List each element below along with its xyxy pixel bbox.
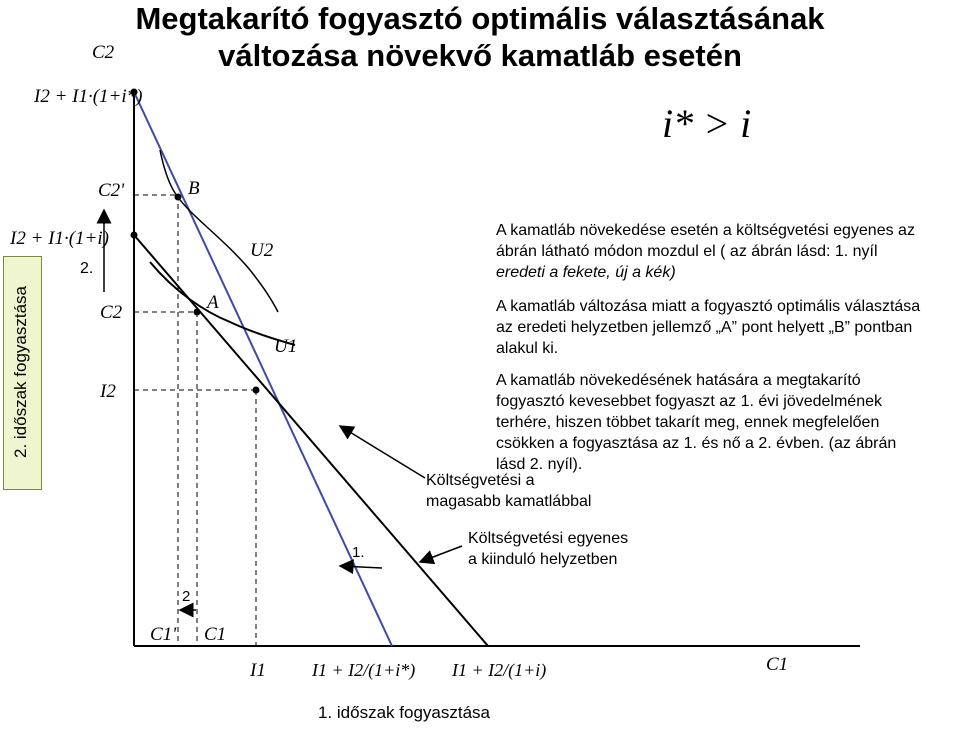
x-intercept-orig-label: I1 + I2/(1+i) [452,660,547,680]
c2-prime-label: C2' [98,180,125,201]
title-line-2: változása növekvő kamatláb esetén [218,38,742,73]
explanation-1: A kamatláb növekedése esetén a költségvetési egyenes az ábrán látható módon mozdul el ( az ábrán lásd: 1. nyíl eredeti a fekete, új a kék) [496,222,915,281]
x-axis-label: C1 [766,654,789,675]
callout-new-budget: Költségvetési a magasabb kamatlábbal [426,472,592,510]
point-b-label: B [188,178,200,199]
title-line-1: Megtakarító fogyasztó optimális választásának [135,1,825,36]
point-a-label: A [207,292,219,313]
point-a [194,309,201,316]
y-intercept-new-label: I2 + I1·(1+i*) [34,86,143,107]
x-axis-caption: 1. időszak fogyasztása [318,703,490,722]
point-endowment [253,387,260,394]
arrow-1 [340,566,382,568]
i2-label: I2 [100,381,116,402]
i1-label: I1 [250,660,266,681]
condition-label: i* > i [662,101,752,146]
c1-prime-label: C1' [150,624,177,645]
callout-arrow-new-budget [340,426,425,478]
u2-label: U2 [250,240,274,261]
arrow-1-label: 1. [352,544,365,561]
x-intercept-new-label: I1 + I2/(1+i*) [312,660,416,680]
point-b [175,194,182,201]
c2-label: C2 [100,302,123,323]
y-axis-caption: 2. időszak fogyasztása [11,286,30,458]
arrow-2-horizontal-label: 2 [182,588,191,605]
c1-label: C1 [204,624,227,645]
explanation-2: A kamatláb változása miatt a fogyasztó optimális választása az eredeti helyzetben jellemző „A” pont helyett „B” pontban alakul ki. [496,298,921,357]
y-axis-label: C2 [92,42,115,63]
point-intercept-orig [131,232,138,239]
new-budget-line [134,92,392,646]
explanation-3: A kamatláb növekedésének hatására a megtakarító fogyasztó kevesebbet fogyaszt az 1. évi jövedelmének terhére, hiszen többet takarít meg, ennek megfelelően csökken a fogyasztása az 1. és nő a 2. évben. (az ábrán lásd 2. nyíl). [496,372,897,473]
y-intercept-orig-label: I2 + I1·(1+i) [10,228,109,249]
callout-original-budget: Költségvetési egyenes a kiinduló helyzetben [468,530,629,568]
callout-arrow-orig-budget [420,546,462,562]
u1-label: U1 [274,336,298,357]
arrow-2-vertical-label: 2. [80,260,94,277]
